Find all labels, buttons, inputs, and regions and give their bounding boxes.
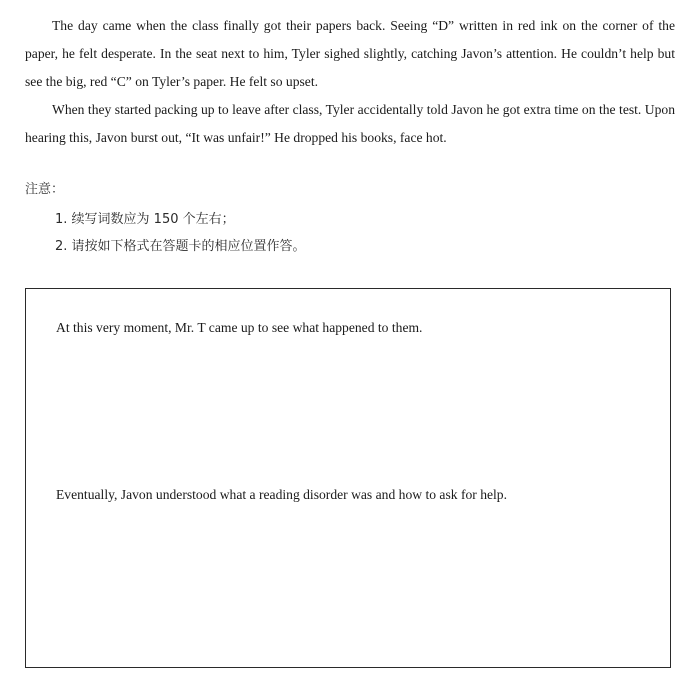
paragraph-1-prompt: At this very moment, Mr. T came up to see what happened to them. (56, 320, 423, 335)
passage-paragraph-1: The day came when the class finally got their papers back. Seeing “D” written in red ink on the corner of the paper, he felt desperate. In the seat next to him, Tyler sighed slightly, catching Javon’s attention. He couldn’t help but see the big, red “C” on Tyler’s paper. He felt so upset. (25, 18, 675, 89)
paragraph-2-prompt: Eventually, Javon understood what a reading disorder was and how to ask for help. (56, 487, 507, 502)
note-item-format: 2. 请按如下格式在答题卡的相应位置作答。 (55, 239, 306, 254)
answer-box (25, 288, 671, 668)
passage-paragraph-2: When they started packing up to leave after class, Tyler accidentally told Javon he got extra time on the test. Upon hearing this, Javon burst out, “It was unfair!” He dropped his books, face hot. (25, 102, 675, 145)
notes-title: 注意： (25, 182, 65, 197)
notes-list (55, 210, 306, 264)
note-item-word-count: 1. 续写词数应为 150 个左右； (55, 212, 235, 227)
